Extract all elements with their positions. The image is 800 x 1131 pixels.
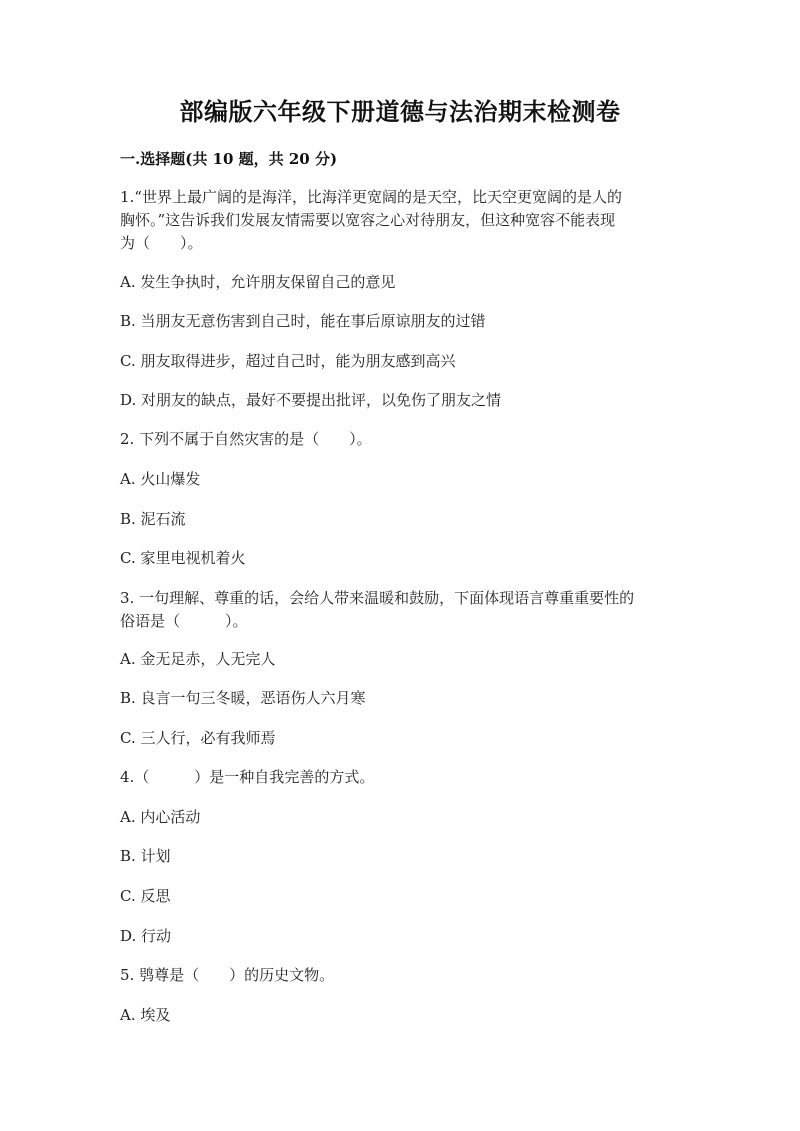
question-5-option-a: A. 埃及 (120, 1006, 171, 1024)
question-1-option-a: A. 发生争执时，允许朋友保留自己的意见 (120, 273, 396, 291)
question-4-option-b: B. 计划 (120, 847, 171, 865)
question-3-option-b: B. 良言一句三冬暖，恶语伤人六月寒 (120, 689, 366, 707)
question-4-option-a: A. 内心活动 (120, 808, 201, 826)
question-2-stem: 2. 下列不属于自然灾害的是（ ）。 (120, 430, 372, 448)
question-1-option-b: B. 当朋友无意伤害到自己时，能在事后原谅朋友的过错 (120, 312, 486, 330)
question-3-stem-line-2: 俗语是（ ）。 (120, 612, 248, 630)
question-3-stem-line-1: 3. 一句理解、尊重的话，会给人带来温暖和鼓励，下面体现语言尊重重要性的 (120, 589, 635, 607)
question-2-option-a: A. 火山爆发 (120, 470, 201, 488)
question-1-stem-line-2: 胸怀。”这告诉我们发展友情需要以宽容之心对待朋友，但这种宽容不能表现 (120, 211, 616, 229)
question-1-stem-line-1: 1.“世界上最广阔的是海洋，比海洋更宽阔的是天空，比天空更宽阔的是人的 (120, 188, 622, 206)
question-1-option-c: C. 朋友取得进步，超过自己时，能为朋友感到高兴 (120, 352, 456, 370)
question-4-option-d: D. 行动 (120, 927, 172, 945)
page-title: 部编版六年级下册道德与法治期末检测卷 (179, 97, 621, 126)
section-heading: 一.选择题(共 10 题，共 20 分) (120, 150, 338, 168)
question-3-option-a: A. 金无足赤，人无完人 (120, 650, 276, 668)
question-5-stem: 5. 鸮尊是（ ）的历史文物。 (120, 966, 335, 984)
question-1-stem-line-3: 为（ ）。 (120, 234, 203, 252)
question-4-stem: 4.（ ）是一种自我完善的方式。 (120, 768, 375, 786)
question-3-option-c: C. 三人行，必有我师焉 (120, 729, 276, 747)
question-2-option-c: C. 家里电视机着火 (120, 549, 246, 567)
question-2-option-b: B. 泥石流 (120, 510, 186, 528)
question-1-option-d: D. 对朋友的缺点，最好不要提出批评，以免伤了朋友之情 (120, 391, 502, 409)
question-4-option-c: C. 反思 (120, 887, 171, 905)
